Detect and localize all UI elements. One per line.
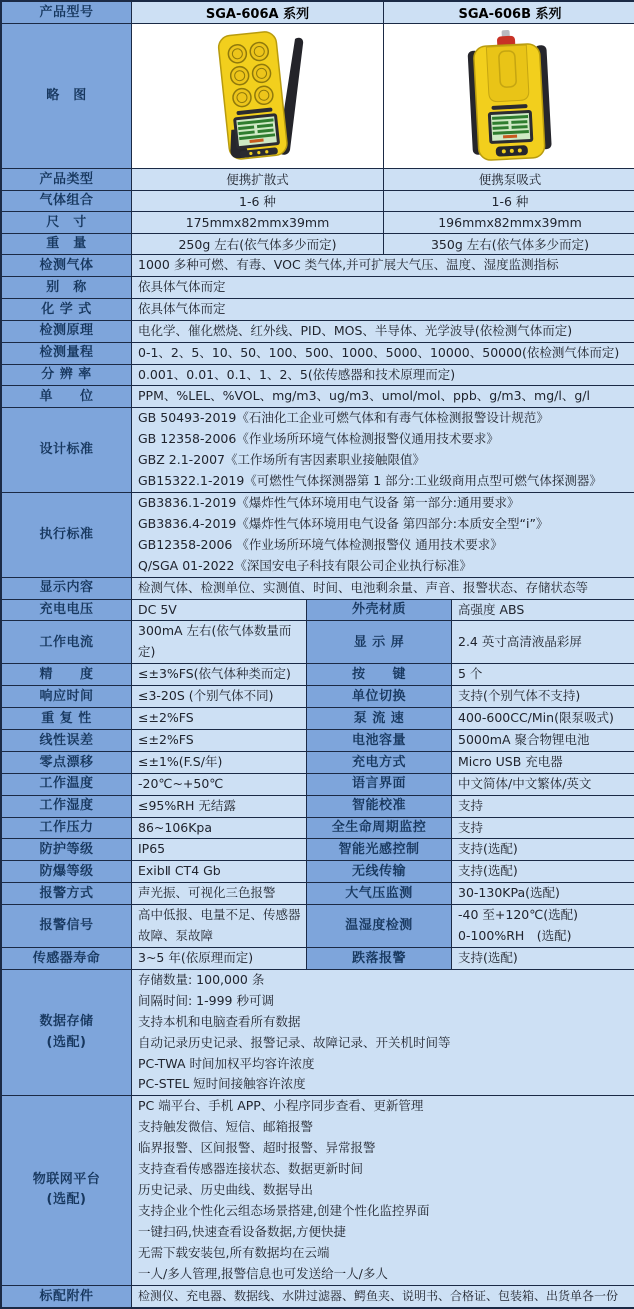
table-row <box>2 169 632 191</box>
row-value-cell <box>132 343 634 365</box>
compare-section <box>2 169 632 255</box>
row-value-text: 0.001、0.01、0.1、1、2、5(依传感器和技术原理而定) <box>138 366 456 382</box>
row-value-text: PC-TWA 时间加权平均容许浓度 <box>138 1055 315 1071</box>
row-value-cell <box>452 752 634 774</box>
product-model-header: 产品型号 <box>2 2 132 24</box>
row-value-text: GB 50493-2019《石油化工企业可燃气体和有毒气体检测报警设计规范》 <box>138 410 549 426</box>
row-value-cell <box>452 600 634 622</box>
row-value-cell-a: 便携扩散式 <box>132 169 384 191</box>
row-value-cell-a: 175mmx82mmx39mm <box>132 212 384 234</box>
row-value-text: 自动记录历史记录、报警记录、故障记录、开关机时间等 <box>138 1034 451 1050</box>
row-value-cell <box>452 796 634 818</box>
series-b-header: SGA-606B 系列 <box>384 2 634 24</box>
row-label-cell: 外壳材质 <box>307 600 452 622</box>
row-value-text: 支持(选配) <box>458 841 518 857</box>
row-value-cell <box>452 730 634 752</box>
row-value-text: PC 端平台、手机 APP、小程序同步查看、更新管理 <box>138 1098 424 1114</box>
row-value-cell-b: 便携泵吸式 <box>384 169 634 191</box>
row-label-cell: 防护等级 <box>2 839 132 861</box>
row-value-cell-b: 350g 左右(依气体多少而定) <box>384 234 634 256</box>
table-row <box>2 408 632 493</box>
row-label-cell: 报警方式 <box>2 883 132 905</box>
row-value-cell <box>452 818 634 840</box>
row-value-cell <box>132 752 307 774</box>
row-value-text: 0-1、2、5、10、50、100、500、1000、5000、10000、50000(依检测气体而定) <box>138 344 620 360</box>
sga-606b-product-image <box>449 27 571 165</box>
row-value-text: 支持(选配) <box>458 863 518 879</box>
accessories-row <box>2 1286 632 1308</box>
row-value-cell <box>132 948 307 970</box>
row-value-text: 0-100%RH (选配) <box>458 928 572 944</box>
row-value-text: ≤±2%FS <box>138 731 194 747</box>
row-value-text: ≤95%RH 无结露 <box>138 797 236 813</box>
row-value-cell <box>132 1096 634 1285</box>
row-value-cell <box>132 578 634 600</box>
row-value-cell <box>132 277 634 299</box>
row-label-cell <box>2 1096 132 1285</box>
table-row <box>2 796 632 818</box>
row-value-text: 高强度 ABS <box>458 601 525 617</box>
table-row <box>2 277 632 299</box>
table-row <box>2 730 632 752</box>
row-value-cell <box>132 255 634 277</box>
row-value-text: 86~106Kpa <box>138 819 213 835</box>
table-row <box>2 299 632 321</box>
row-value-text: 5 个 <box>458 666 483 682</box>
row-label-cell: 工作压力 <box>2 818 132 840</box>
row-value-text: GB3836.1-2019《爆炸性气体环境用电气设备 第一部分:通用要求》 <box>138 494 520 510</box>
row-value-cell <box>132 493 634 578</box>
row-value-text: 存储数量: 100,000 条 <box>138 971 265 987</box>
row-value-text: 支持 <box>458 797 484 813</box>
row-label-cell: 标配附件 <box>2 1286 132 1308</box>
row-value-text: 声光振、可视化三色报警 <box>138 885 276 901</box>
row-label-cell: 智能光感控制 <box>307 839 452 861</box>
row-label-cell: 单位切换 <box>307 686 452 708</box>
row-value-text: 400-600CC/Min(限泵吸式) <box>458 710 614 726</box>
row-value-cell <box>132 365 634 387</box>
row-value-cell <box>132 1286 634 1308</box>
row-label-cell: 跌落报警 <box>307 948 452 970</box>
row-label-text: (选配) <box>46 1034 87 1050</box>
row-label-cell: 工作温度 <box>2 774 132 796</box>
row-value-text: ≤±3%FS(依气体种类而定) <box>138 666 291 682</box>
row-label-cell: 报警信号 <box>2 905 132 948</box>
row-value-text: 中文简体/中文繁体/英文 <box>458 775 592 791</box>
row-value-cell <box>452 686 634 708</box>
row-value-text: PPM、%LEL、%VOL、mg/m3、ug/m3、umol/mol、ppb、g/m3、mg/l、g/l <box>138 388 590 404</box>
row-label-cell: 智能校准 <box>307 796 452 818</box>
table-row <box>2 1096 632 1285</box>
row-value-text: 支持触发微信、短信、邮箱报警 <box>138 1119 314 1135</box>
row-value-text: 5000mA 聚合物锂电池 <box>458 731 590 747</box>
row-value-cell <box>452 774 634 796</box>
table-row <box>2 212 632 234</box>
row-value-text: GBZ 2.1-2007《工作场所有害因素职业接触限值》 <box>138 452 426 468</box>
table-row <box>2 191 632 213</box>
row-label-cell: 单 位 <box>2 386 132 408</box>
row-value-cell <box>132 730 307 752</box>
row-label-cell: 分 辨 率 <box>2 365 132 387</box>
row-value-text: GB 12358-2006《作业场所环境气体检测报警仪通用技术要求》 <box>138 431 499 447</box>
row-value-text: -20℃~+50℃ <box>138 775 224 791</box>
row-value-cell <box>132 664 307 686</box>
row-value-cell <box>132 708 307 730</box>
series-a-header: SGA-606A 系列 <box>132 2 384 24</box>
dual-spec-section <box>2 600 632 970</box>
row-value-text: 30-130KPa(选配) <box>458 885 560 901</box>
row-value-text: 间隔时间: 1-999 秒可调 <box>138 992 274 1008</box>
row-label-cell: 响应时间 <box>2 686 132 708</box>
row-value-text: IP65 <box>138 841 166 857</box>
sketch-row <box>2 24 632 169</box>
row-value-cell <box>132 796 307 818</box>
row-value-cell-b: 1-6 种 <box>384 191 634 213</box>
row-value-text: 临界报警、区间报警、超时报警、异常报警 <box>138 1140 376 1156</box>
sga-606a-product-image <box>197 27 319 165</box>
row-value-text: 支持(个别气体不支持) <box>458 688 581 704</box>
row-label-cell: 显 示 屏 <box>307 621 452 664</box>
row-value-text: 历史记录、历史曲线、数据导出 <box>138 1181 314 1197</box>
table-row <box>2 970 632 1096</box>
table-row <box>2 752 632 774</box>
table-row <box>2 883 632 905</box>
row-label-cell: 检测原理 <box>2 321 132 343</box>
row-value-cell <box>132 970 634 1096</box>
row-value-cell <box>132 774 307 796</box>
row-value-cell <box>452 861 634 883</box>
row-value-text: 3~5 年(依原理而定) <box>138 950 254 965</box>
row-label-cell: 温湿度检测 <box>307 905 452 948</box>
row-value-cell <box>452 839 634 861</box>
table-row <box>2 621 632 664</box>
row-label-cell: 执行标准 <box>2 493 132 578</box>
row-value-cell <box>132 818 307 840</box>
row-value-text: 无需下载安装包,所有数据均在云端 <box>138 1244 330 1260</box>
row-label-text: 数据存储 <box>39 1013 94 1029</box>
row-label-cell: 传感器寿命 <box>2 948 132 970</box>
row-label-cell: 显示内容 <box>2 578 132 600</box>
row-value-text: 300mA 左右(依气体数量而定) <box>138 623 292 660</box>
row-label-cell: 充电电压 <box>2 600 132 622</box>
row-value-text: 支持 <box>458 819 484 835</box>
row-value-cell <box>452 948 634 970</box>
series-a-image-cell <box>132 24 384 169</box>
row-label-cell: 产品类型 <box>2 169 132 191</box>
row-value-text: GB12358-2006 《作业场所环境气体检测报警仪 通用技术要求》 <box>138 536 503 552</box>
table-row <box>2 948 632 970</box>
row-label-cell: 别 称 <box>2 277 132 299</box>
row-label-cell: 线性误差 <box>2 730 132 752</box>
row-label-cell: 气体组合 <box>2 191 132 213</box>
table-row <box>2 386 632 408</box>
row-value-text: 检测气体、检测单位、实测值、时间、电池剩余量、声音、报警状态、存储状态等 <box>138 579 589 595</box>
row-value-text: 依具体气体而定 <box>138 278 226 294</box>
row-label-cell: 重 复 性 <box>2 708 132 730</box>
table-row <box>2 664 632 686</box>
row-value-text: Micro USB 充电器 <box>458 753 563 769</box>
table-row <box>2 234 632 256</box>
row-label-cell: 重 量 <box>2 234 132 256</box>
row-value-text: 支持查看传感器连接状态、数据更新时间 <box>138 1161 364 1177</box>
row-value-cell <box>132 621 307 664</box>
row-value-text: -40 至+120℃(选配) <box>458 907 579 923</box>
row-label-cell: 大气压监测 <box>307 883 452 905</box>
table-row <box>2 861 632 883</box>
row-value-cell <box>452 621 634 664</box>
table-row <box>2 600 632 622</box>
table-row <box>2 255 632 277</box>
row-value-cell <box>452 664 634 686</box>
row-value-text: 一人/多人管理,报警信息也可发送给一人/多人 <box>138 1265 388 1281</box>
row-label-cell: 检测量程 <box>2 343 132 365</box>
table-row <box>2 686 632 708</box>
table-header-row <box>2 2 632 24</box>
row-value-text: 支持企业个性化云组态场景搭建,创建个性化监控界面 <box>138 1202 430 1218</box>
table-row <box>2 321 632 343</box>
row-label-text: (选配) <box>46 1192 87 1208</box>
row-label-text: 物联网平台 <box>32 1171 101 1187</box>
row-label-cell: 化 学 式 <box>2 299 132 321</box>
row-label-cell: 精 度 <box>2 664 132 686</box>
row-value-text: 高中低报、电量不足、传感器故障、泵故障 <box>138 907 301 944</box>
row-value-text: ≤±1%(F.S/年) <box>138 753 223 769</box>
row-label-cell: 电池容量 <box>307 730 452 752</box>
optional-section <box>2 970 632 1286</box>
row-label-cell <box>2 970 132 1096</box>
row-value-cell-b: 196mmx82mmx39mm <box>384 212 634 234</box>
row-value-cell <box>132 883 307 905</box>
row-value-cell <box>132 299 634 321</box>
row-label-cell: 泵 流 速 <box>307 708 452 730</box>
row-value-text: ≤±2%FS <box>138 710 194 726</box>
row-value-cell <box>132 321 634 343</box>
row-value-text: 检测仪、充电器、数据线、水阱过滤器、鳄鱼夹、说明书、合格证、包装箱、出货单各一份 <box>138 1288 619 1303</box>
row-value-cell-a: 1-6 种 <box>132 191 384 213</box>
table-row <box>2 708 632 730</box>
row-label-cell: 语言界面 <box>307 774 452 796</box>
row-value-text: 依具体气体而定 <box>138 300 226 316</box>
row-value-cell <box>452 883 634 905</box>
table-row <box>2 578 632 600</box>
series-b-image-cell <box>384 24 634 169</box>
row-value-cell-a: 250g 左右(依气体多少而定) <box>132 234 384 256</box>
row-value-cell <box>132 905 307 948</box>
row-value-text: GB15322.1-2019《可燃性气体探测器第 1 部分:工业级商用点型可燃气体探测器》 <box>138 473 602 489</box>
row-label-cell: 设计标准 <box>2 408 132 493</box>
row-value-cell <box>132 600 307 622</box>
row-value-cell <box>132 686 307 708</box>
row-value-cell <box>132 386 634 408</box>
row-label-cell: 检测气体 <box>2 255 132 277</box>
row-value-text: 支持本机和电脑查看所有数据 <box>138 1013 301 1029</box>
row-label-cell: 零点漂移 <box>2 752 132 774</box>
row-label-cell: 尺 寸 <box>2 212 132 234</box>
row-label-cell: 无线传输 <box>307 861 452 883</box>
row-value-text: DC 5V <box>138 601 177 617</box>
row-label-cell: 充电方式 <box>307 752 452 774</box>
row-value-text: 2.4 英寸高清液晶彩屏 <box>458 633 582 649</box>
row-value-text: ExibⅡ CT4 Gb <box>138 863 221 879</box>
spec-section <box>2 255 632 600</box>
table-row <box>2 343 632 365</box>
row-label-cell: 全生命周期监控 <box>307 818 452 840</box>
sketch-label: 略 图 <box>2 24 132 169</box>
row-value-text: 1000 多种可燃、有毒、VOC 类气体,并可扩展大气压、温度、湿度监测指标 <box>138 257 559 272</box>
table-row <box>2 493 632 578</box>
row-label-cell: 按 键 <box>307 664 452 686</box>
row-label-cell: 防爆等级 <box>2 861 132 883</box>
row-value-text: 支持(选配) <box>458 950 518 965</box>
row-value-cell <box>452 905 634 948</box>
table-row <box>2 839 632 861</box>
table-row <box>2 774 632 796</box>
row-label-cell: 工作电流 <box>2 621 132 664</box>
row-value-text: PC-STEL 短时间接触容许浓度 <box>138 1076 306 1092</box>
table-row <box>2 365 632 387</box>
row-value-cell <box>132 839 307 861</box>
row-value-cell <box>132 408 634 493</box>
row-value-text: GB3836.4-2019《爆炸性气体环境用电气设备 第四部分:本质安全型“i”》 <box>138 515 549 531</box>
row-value-text: ≤3-20S (个别气体不同) <box>138 688 274 704</box>
table-row <box>2 818 632 840</box>
row-value-cell <box>452 708 634 730</box>
row-value-text: Q/SGA 01-2022《深国安电子科技有限公司企业执行标准》 <box>138 557 472 573</box>
row-value-text: 一键扫码,快速查看设备数据,方便快捷 <box>138 1223 346 1239</box>
row-label-cell: 工作湿度 <box>2 796 132 818</box>
table-row <box>2 905 632 948</box>
row-value-cell <box>132 861 307 883</box>
row-value-text: 电化学、催化燃烧、红外线、PID、MOS、半导体、光学波导(依检测气体而定) <box>138 322 573 338</box>
